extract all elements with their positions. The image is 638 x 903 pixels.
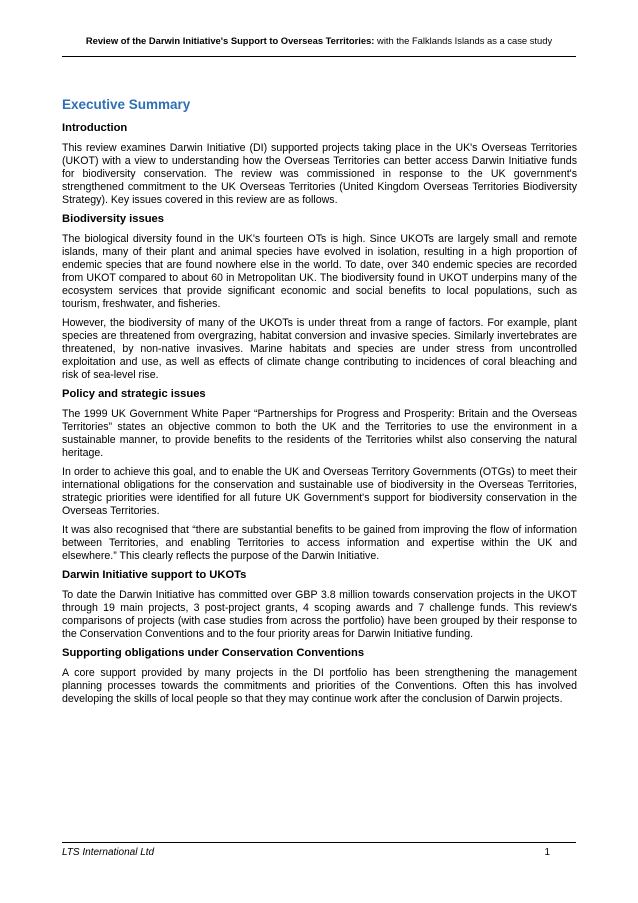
footer-company: LTS International Ltd [62,847,155,858]
running-header [62,35,576,47]
paragraph: A core support provided by many projects in the DI portfolio has been strengthening the management planning processes towards the commitments and priorities of the Conventions. Often this has involved developing the skills of local people so that they may continue work after the conclusion of Darwin projects. [62,667,577,705]
section-heading-introduction: Introduction [62,122,128,134]
section-heading-policy: Policy and strategic issues [62,388,206,400]
document-body [62,97,577,712]
footer-divider [62,842,576,843]
running-header-subtitle: with the Falklands Islands as a case study [374,35,553,46]
page-title: Executive Summary [62,97,191,112]
page-number: 1 [544,847,550,858]
paragraph: In order to achieve this goal, and to enable the UK and Overseas Territory Governments (OTGs) to meet their international obligations for the conservation and sustainable use of biodiversity in the Overseas Territories, strategic priorities were identified for all future UK Government's support for biodiversity conservation in the Overseas Territories. [62,466,577,517]
paragraph: However, the biodiversity of many of the UKOTs is under threat from a range of factors. For example, plant species are threatened from overgrazing, habitat conversion and invasive species. Similarly invertebrates are threatened, by non-native invasives. Marine habitats and species are under stress from uncontrolled exploitation and use, as well as effects of climate change contributing to incidences of coral bleaching and risk of sea-level rise. [62,317,577,381]
running-header-title: Review of the Darwin Initiative's Support to Overseas Territories: [85,35,375,46]
section-heading-darwin-support: Darwin Initiative support to UKOTs [62,569,247,581]
paragraph: This review examines Darwin Initiative (DI) supported projects taking place in the UK's Overseas Territories (UKOT) with a view to understanding how the Overseas Territories can better access Darwin Initiative funds for biodiversity conservation. The review was commissioned in response to the UK government's strengthened commitment to the UK Overseas Territories (United Kingdom Overseas Territories Biodiversity Strategy). Key issues covered in this review are as follows. [62,142,577,206]
section-heading-obligations: Supporting obligations under Conservation Conventions [62,647,365,659]
section-heading-biodiversity: Biodiversity issues [62,213,164,225]
header-divider [62,56,576,57]
paragraph: The biological diversity found in the UK's fourteen OTs is high. Since UKOTs are largely small and remote islands, many of their plant and animal species have evolved in isolation, resulting in a high proportion of endemic species that are found nowhere else in the world. To date, over 340 endemic species are recorded from UKOT compared to about 60 in Metropolitan UK. The biodiversity found in UKOT underpins many of the ecosystem services that provide significant economic and social benefits to local populations, such as tourism, freshwater, and fisheries. [62,233,577,310]
paragraph: To date the Darwin Initiative has committed over GBP 3.8 million towards conservation projects in the UKOT through 19 main projects, 3 post-project grants, 4 scoping awards and 7 challenge funds. This review's comparisons of projects (with case studies from across the portfolio) have been grouped by their response to the Conservation Conventions and to the four priority areas for Darwin Initiative funding. [62,589,577,640]
paragraph: The 1999 UK Government White Paper “Partnerships for Progress and Prosperity: Britain and the Overseas Territories” states an objective common to both the UK and the Territories to use the environment in a sustainable manner, to provide benefits to the residents of the Territories whilst also conserving the natural heritage. [62,408,577,459]
paragraph: It was also recognised that “there are substantial benefits to be gained from improving the flow of information between Territories, and enabling Territories to access information and expertise within the UK and elsewhere.” This clearly reflects the purpose of the Darwin Initiative. [62,524,577,562]
